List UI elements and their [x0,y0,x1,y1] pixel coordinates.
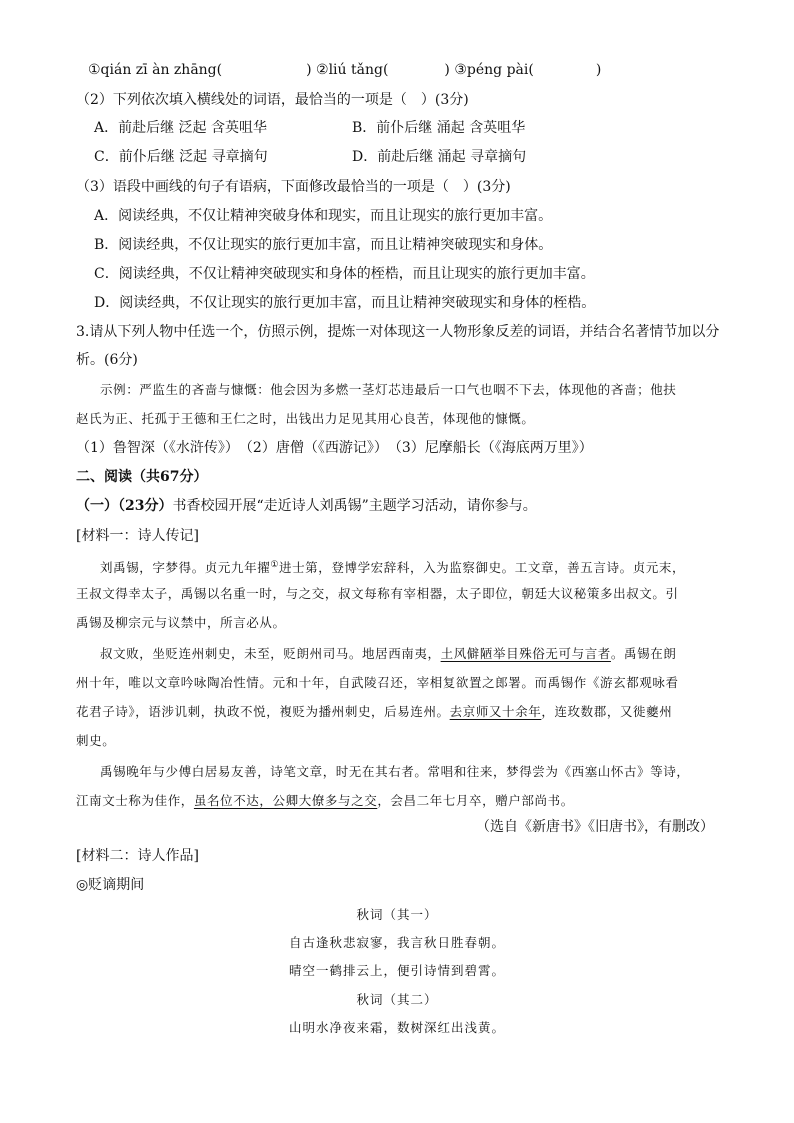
material-1-p2-text-a: 叔文败，坐贬连州刺史，未至，贬朗州司马。地居西南夷， [100,646,441,661]
material-1-p2-text-b: 。禹锡在朗 [610,646,677,661]
material-1-p3-line1: 禹锡晚年与少傅白居易友善，诗笔文章，时无在其右者。常唱和往来，梦得尝为《西塞山怀古》等诗， [100,764,690,779]
pinyin-item-2-close: ) [444,62,450,78]
q3-option-a: A．阅读经典，不仅让精神突破身体和现实，而且让现实的旅行更加丰富。 [94,208,553,224]
q2-option-a: A．前赴后继 泛起 含英咀华 [94,120,268,136]
underlined-sentence-1: 土风僻陋举目殊俗无可与言者 [440,646,611,661]
q-3-options: （1）鲁智深（《水浒传》） （2）唐僧（《西游记》） （3）尼摩船长（《海底两万里》） [76,440,593,456]
underlined-sentence-2: 去京师又十余年 [449,704,542,719]
poem-2-title: 秋词（其二） [356,992,438,1007]
pinyin-item-2: ②liú tǎng( [316,62,389,78]
pinyin-item-3-close: ) [595,62,602,78]
material-1-p2-text-d: ，连玫数郡，又徙夔州 [541,704,673,719]
part-1-intro [76,496,537,516]
q2-option-d: D．前赴后继 涌起 寻章摘句 [352,149,527,165]
period-heading: ◎贬谪期间 [76,877,145,893]
material-1-p3-line2 [76,791,574,811]
q2-option-c: C．前仆后继 泛起 寻章摘句 [94,149,268,165]
footnote-marker: ① [270,560,279,570]
material-1-p3-text-a: 江南文士称为佳作， [76,793,194,808]
section-2-heading: 二、阅读（共67分） [76,469,208,485]
pinyin-item-1: ①qián zī àn zhāng( [88,62,223,78]
poem-1-line-2: 晴空一鹤排云上，便引诗情到碧霄。 [288,963,505,978]
pinyin-item-1-close: ) [306,62,312,78]
q2-option-b: B．前仆后继 涌起 含英咀华 [352,120,526,136]
part-1-text: 书香校园开展“走近诗人刘禹锡”主题学习活动，请你参与。 [172,498,537,514]
q-3-example-line2: 赵氏为正、托孤于王德和王仁之时，出钱出力足见其用心良苦，体现他的慷慨。 [76,411,535,426]
material-1-p2-text-c: 花君子诗》，语涉讥刺，执政不悦，複贬为播州刺史，后易连州。 [76,704,450,719]
underlined-sentence-3: 虽名位不达，公卿大僚多与之交 [193,793,378,808]
q3-stem: （3）语段中画线的句子有语病，下面修改最恰当的一项是（ ）(3分) [76,179,511,195]
material-1-p1-line2: 王叔文得幸太子，禹锡以名重一时，与之交，叔文每称有宰相器，太子即位，朝廷大议秘策多出叔文。引 [76,586,679,601]
q-3-stem-line2: 析。(6分) [76,352,138,368]
material-1-p1-text-a: 刘禹锡，字梦得。贞元九年擢 [100,560,271,576]
material-1-p1-text-b: 进士第，登博学宏辞科，入为监察御史。工文章，善五言诗。贞元末， [278,560,686,576]
q3-option-c: C．阅读经典，不仅让精神突破现实和身体的桎梏，而且让现实的旅行更加丰富。 [94,266,595,282]
q2-stem: （2）下列依次填入横线处的词语，最恰当的一项是（ ）(3分) [76,92,469,108]
material-2-title: [材料二：诗人作品] [76,848,199,864]
poem-1-title: 秋词（其一） [356,907,438,922]
q-3-stem-line1: 3.请从下列人物中任选一个，仿照示例，提炼一对体现这一人物形象反差的词语，并结合名著情节加以分 [76,324,720,340]
part-1-score: （一）（23分） [76,498,173,514]
material-1-p2-line2: 州十年，唯以文章吟咏陶冶性情。元和十年，自武陵召还，宰相复欲置之郎署。而禹锡作《游玄都观咏看 [76,675,679,690]
poem-2-line-1: 山明水净夜来霜，数树深红出浅黄。 [288,1020,505,1035]
pinyin-line [88,60,601,80]
material-1-p3-text-b: ，会昌二年七月卒，赠户部尚书。 [377,793,574,808]
material-1-p2-line1 [100,644,676,664]
q-3-example-line1: 示例：严监生的吝啬与慷慨：他会因为多燃一茎灯芯违最后一口气也咽不下去，体现他的吝啬；他扶 [100,382,677,397]
material-1-p2-line3 [76,702,672,722]
material-1-title: [材料一：诗人传记] [76,528,199,544]
pinyin-item-3: ③péng pài( [454,62,534,78]
material-1-p1-line3: 禹锡及柳宗元与议禁中，所言必从。 [76,615,286,630]
material-1-p1-line1 [100,555,685,578]
poem-1-line-1: 自古逢秋悲寂寥，我言秋日胜春朝。 [288,935,505,950]
material-1-p2-line4: 刺史。 [76,733,116,748]
q3-option-d: D．阅读经典，不仅让现实的旅行更加丰富，而且让精神突破现实和身体的桎梏。 [94,295,596,311]
q3-option-b: B．阅读经典，不仅让现实的旅行更加丰富，而且让精神突破现实和身体。 [94,237,553,253]
material-1-source: （选自《新唐书》《旧唐书》，有删改） [476,819,714,835]
